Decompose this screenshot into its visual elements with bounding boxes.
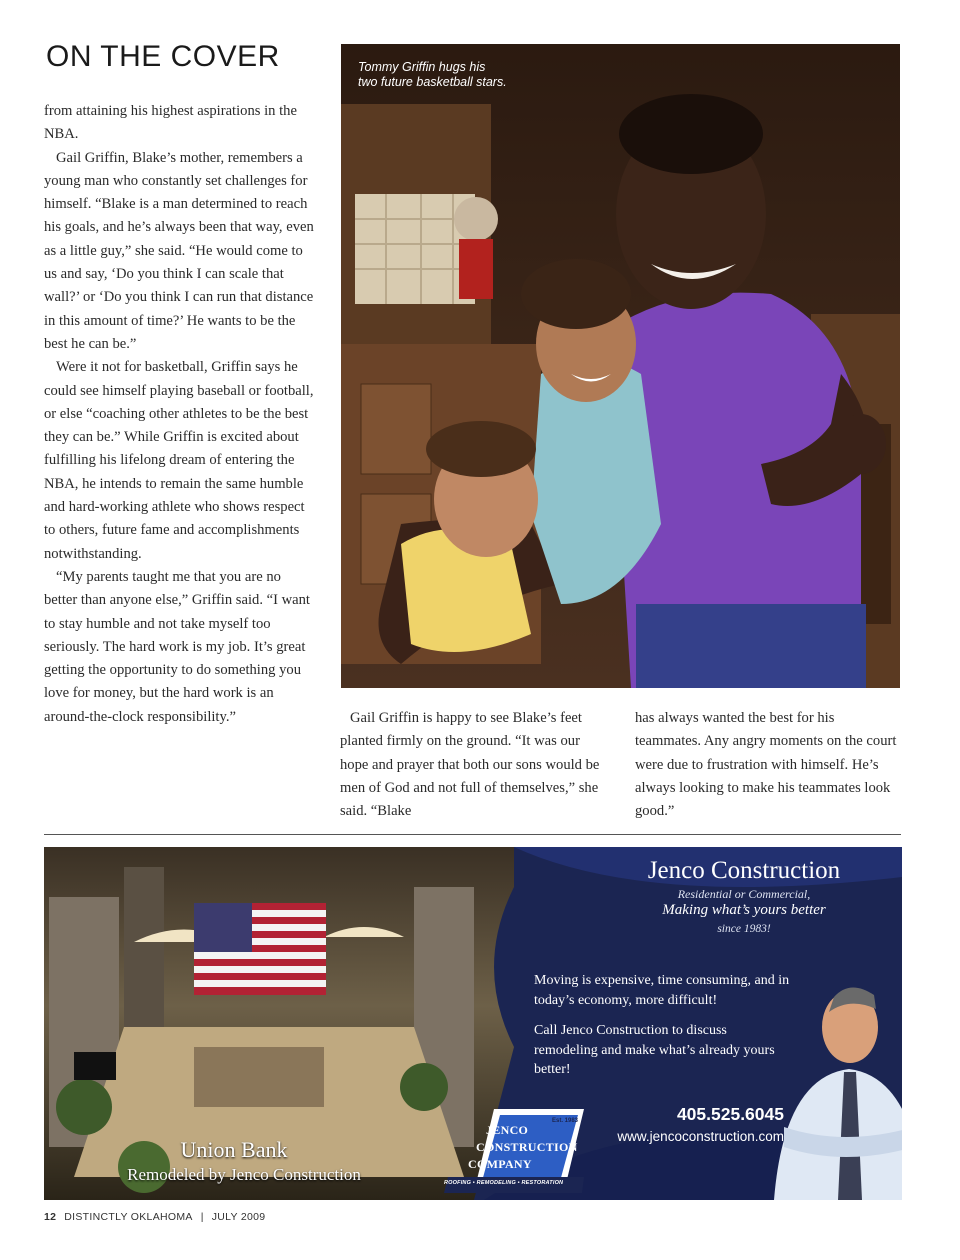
article-column-1 [44, 100, 314, 729]
logo-text: CONSTRUCTION [476, 1140, 578, 1154]
family-photo [341, 44, 900, 688]
ad-slogan: Making what’s yours better [662, 902, 826, 918]
logo-text: JENCO [486, 1123, 529, 1137]
article-paragraph: Gail Griffin is happy to see Blake’s feet planted firmly on the ground. “It was our hope and prayer that both our sons would be men of God and not full of themselves,” she said. “Blake [340, 710, 600, 820]
family-photo-illustration [341, 44, 900, 688]
ad-since: since 1983! [717, 923, 771, 935]
photo-caption-line: Tommy Griffin hugs his [358, 60, 486, 74]
ad-body-text: Call Jenco Construction to discuss remodeling and make what’s already yours better! [534, 1023, 775, 1077]
ad-title: Jenco Construction [647, 857, 841, 884]
footer-separator: | [200, 1211, 204, 1223]
logo-text: COMPANY [468, 1157, 532, 1171]
article-paragraph: has always wanted the best for his teammates. Any angry moments on the court were due to frustration with himself. He’s always looking to make his teammates look good.” [635, 710, 897, 820]
page-number: 12 [44, 1211, 57, 1223]
ad-body-text: Moving is expensive, time consuming, and in today’s economy, more difficult! [534, 973, 790, 1008]
jenco-advertisement [44, 847, 902, 1200]
ad-subtitle: Residential or Commercial, [677, 887, 811, 901]
photo-caption-line: two future basketball stars. [358, 75, 507, 89]
article-paragraph: “My parents taught me that you are no better than anyone else,” Griffin said. “I want to stay humble and not take myself too seriously. The hard work is my job. It’s great getting the opportunity to do something you love for money, but the hard work is an around-the-clock responsibility.” [44, 568, 310, 725]
ad-photo-subtitle: Remodeled by Jenco Construction [127, 1165, 361, 1184]
article-paragraph: Gail Griffin, Blake’s mother, remembers a young man who constantly set challenges for himself. “Blake is a man determined to reach his goals, and he’s always been that way, even as a little guy,” she said. “He would come to us and say, ‘Do you think I can scale that wall?’ or ‘Do you think I can run that distance in this amount of time?’ He wants to be the best he can be.” [44, 149, 314, 352]
page-footer [44, 1211, 265, 1223]
ad-website-link[interactable]: www.jencoconstruction.com [617, 1129, 784, 1144]
article-column-2 [340, 707, 608, 823]
section-divider [44, 834, 901, 835]
article-paragraph: from attaining his highest aspirations in the NBA. [44, 103, 297, 143]
ad-phone-number[interactable]: 405.525.6045 [676, 1104, 784, 1124]
ad-photo-title: Union Bank [180, 1137, 288, 1162]
section-title: ON THE COVER [46, 40, 280, 73]
photo-caption [358, 60, 507, 90]
logo-tagline: ROOFING • REMODELING • RESTORATION [444, 1180, 564, 1186]
article-paragraph: Were it not for basketball, Griffin says he could see himself playing baseball or football, or else “coaching other athletes to be the best they can be.” While Griffin is excited about fulfilling his lifelong dream of entering the NBA, he intends to remain the same humble and hard-working athlete who shows respect to others, future fame and accomplishments notwithstanding. [44, 359, 314, 562]
article-column-3 [635, 707, 900, 823]
publication-name: DISTINCTLY OKLAHOMA [64, 1211, 193, 1223]
logo-est: Est. 1983 [552, 1118, 579, 1124]
issue-date: JULY 2009 [211, 1211, 266, 1223]
